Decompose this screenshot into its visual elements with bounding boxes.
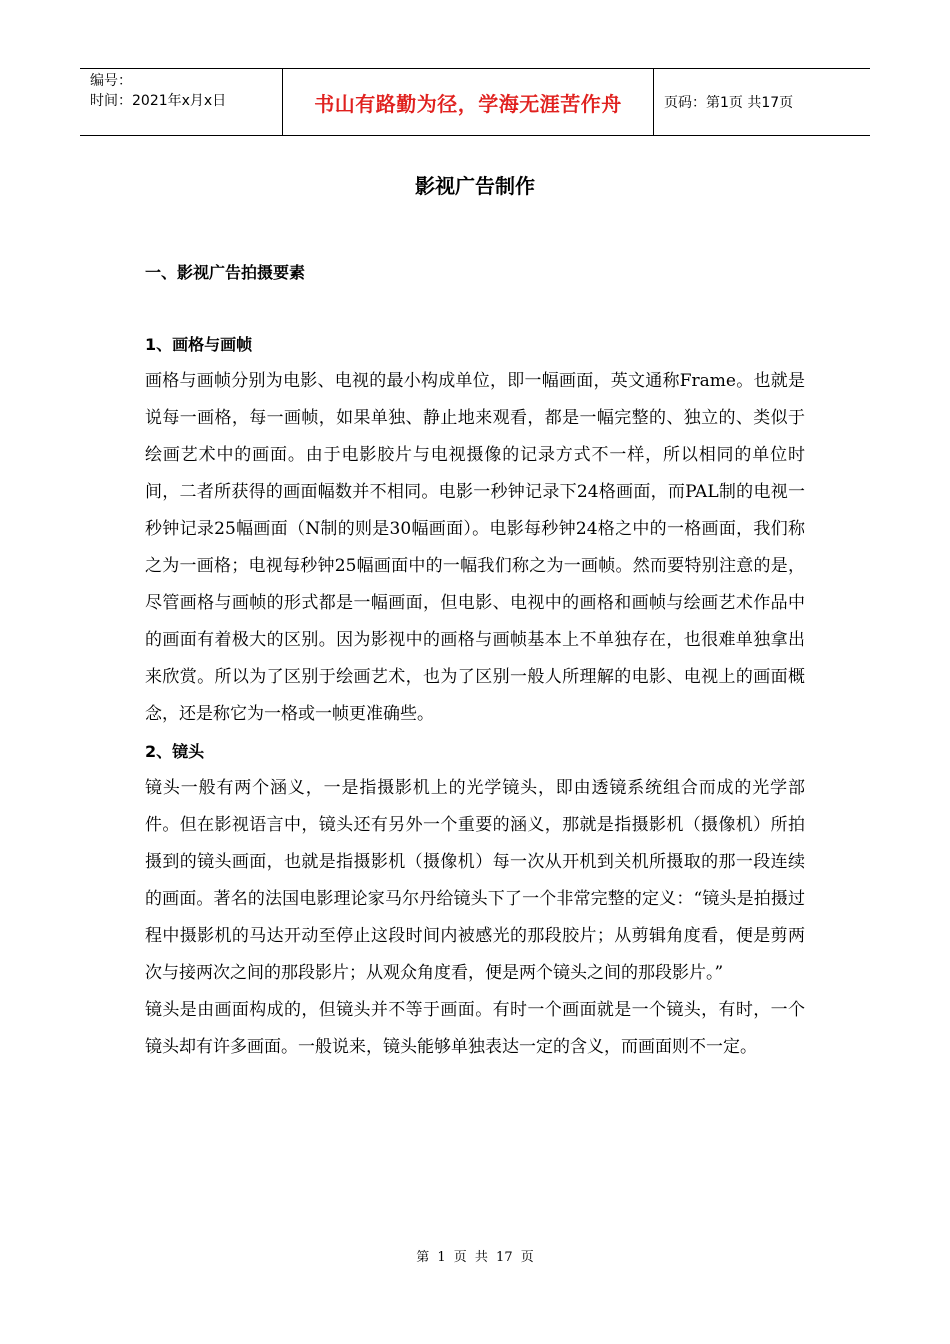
subsection-frames	[145, 326, 805, 733]
section-heading: 一、影视广告拍摄要素	[145, 263, 306, 282]
subsection-shot	[145, 733, 805, 1066]
document-title: 影视广告制作	[415, 174, 535, 198]
page-header	[80, 68, 870, 136]
paragraph: 镜头一般有两个涵义，一是指摄影机上的光学镜头，即由透镜系统组合而成的光学部件。但在影视语言中，镜头还有另外一个重要的涵义，那就是指摄影机（摄像机）所拍摄到的镜头画面，也就是指摄影机（摄像机）每一次从开机到关机所摄取的那一段连续的画面。著名的法国电影理论家马尔丹给镜头下了一个非常完整的定义：“镜头是拍摄过程中摄影机的马达开动至停止这段时间内被感光的那段胶片；从剪辑角度看，便是剪两次与接两次之间的那段影片；从观众角度看，便是两个镜头之间的那段影片。”	[145, 778, 805, 983]
paragraph: 镜头是由画面构成的，但镜头并不等于画面。有时一个画面就是一个镜头，有时，一个镜头却有许多画面。一般说来，镜头能够单独表达一定的含义，而画面则不一定。	[145, 1000, 805, 1057]
header-motto: 书山有路勤为径，学海无涯苦作舟	[282, 69, 654, 135]
subsection-heading: 2、镜头	[145, 742, 205, 761]
header-date-label: 时间：2021年x月x日	[90, 93, 227, 109]
paragraph: 画格与画帧分别为电影、电视的最小构成单位，即一幅画面，英文通称Frame。也就是说每一画格，每一画帧，如果单独、静止地来观看，都是一幅完整的、独立的、类似于绘画艺术中的画面。由于电影胶片与电视摄像的记录方式不一样，所以相同的单位时间，二者所获得的画面幅数并不相同。电影一秒钟记录下24格画面，而PAL制的电视一秒钟记录25幅画面（N制的则是30幅画面）。电影每秒钟24格之中的一格画面，我们称之为一画格；电视每秒钟25幅画面中的一幅我们称之为一画帧。然而要特别注意的是，尽管画格与画帧的形式都是一幅画面，但电影、电视中的画格和画帧与绘画艺术作品中的画面有着极大的区别。因为影视中的画格与画帧基本上不单独存在，也很难单独拿出来欣赏。所以为了区别于绘画艺术，也为了区别一般人所理解的电影、电视上的画面概念，还是称它为一格或一帧更准确些。	[145, 371, 805, 724]
header-number-label: 编号：	[90, 73, 132, 89]
header-meta	[80, 69, 282, 135]
subsection-heading: 1、画格与画帧	[145, 335, 253, 354]
page-footer: 第 1 页 共 17 页	[416, 1250, 534, 1265]
header-page-info: 页码：第1页 共17页	[664, 95, 794, 111]
document-body	[145, 254, 805, 1066]
